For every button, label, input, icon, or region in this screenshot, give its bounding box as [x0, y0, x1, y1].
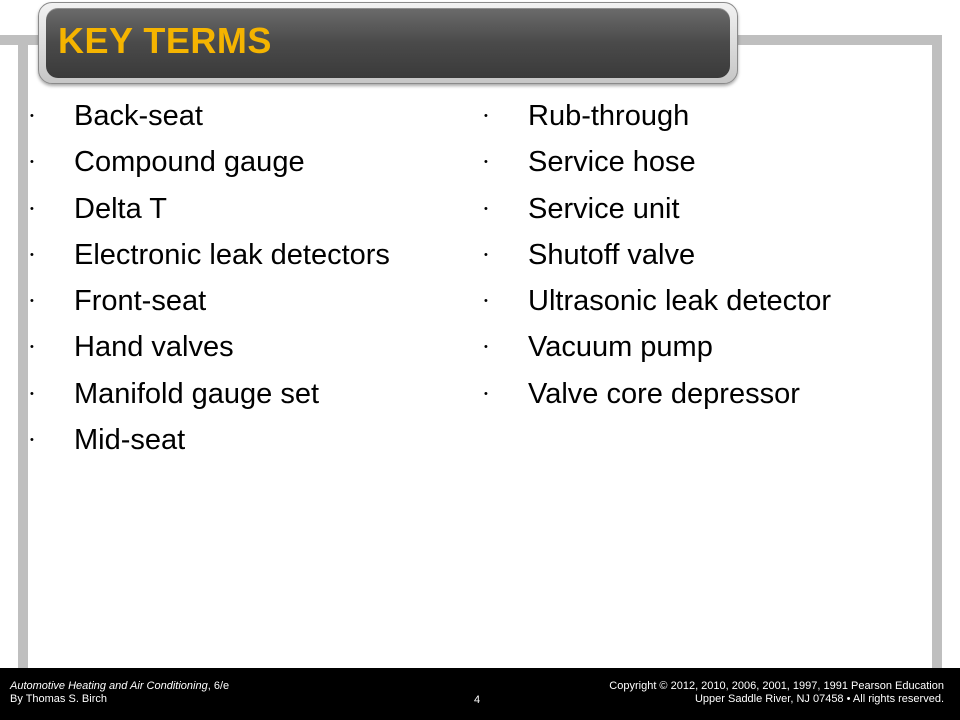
term-text: Compound gauge [74, 146, 305, 179]
bullet-icon: • [30, 387, 34, 400]
bullet-icon: • [30, 156, 34, 169]
book-edition: , 6/e [207, 680, 230, 692]
term-text: Rub-through [528, 100, 690, 132]
term-text: Delta T [74, 192, 167, 225]
bullet-icon: • [484, 156, 488, 169]
bullet-icon: • [484, 202, 488, 215]
term-text: Service unit [528, 192, 680, 225]
copyright-line-1: Copyright © 2012, 2010, 2006, 2001, 1997, 1991 Pearson Education [609, 680, 944, 692]
bullet-icon: • [484, 248, 488, 261]
term-text: Shutoff valve [528, 238, 696, 271]
term-text: Back-seat [74, 100, 203, 132]
book-author: By Thomas S. Birch [10, 693, 107, 705]
bullet-icon: • [30, 434, 34, 447]
slide-title: KEY TERMS [58, 20, 272, 61]
slide-footer [0, 668, 960, 720]
bullet-icon: • [484, 295, 488, 308]
bullet-icon: • [484, 387, 488, 400]
copyright-line-2: Upper Saddle River, NJ 07458 • All rights reserved. [694, 693, 944, 705]
book-title: Automotive Heating and Air Conditioning [10, 680, 208, 692]
bullet-icon: • [484, 341, 488, 354]
term-text: Valve core depressor [528, 377, 800, 410]
term-text: Service hose [528, 146, 696, 179]
footer-book-info [10, 680, 229, 706]
bullet-icon: • [30, 341, 34, 354]
bullet-icon: • [30, 248, 34, 261]
term-text: Front-seat [74, 285, 207, 318]
bullet-icon: • [30, 295, 34, 308]
bullet-icon: • [484, 110, 488, 122]
term-text: Ultrasonic leak detector [528, 285, 832, 318]
footer-book-line [10, 680, 229, 693]
slide-frame-right [932, 35, 942, 668]
footer-copyright [609, 680, 944, 706]
bullet-icon: • [30, 202, 34, 215]
slide-frame-left [18, 35, 28, 668]
bullet-icon: • [30, 110, 34, 122]
term-text: Mid-seat [74, 424, 186, 457]
term-text: Manifold gauge set [74, 377, 320, 410]
term-text: Vacuum pump [528, 331, 713, 364]
page-number: 4 [474, 694, 481, 706]
term-text: Hand valves [74, 331, 234, 364]
term-text: Electronic leak detectors [74, 238, 390, 271]
